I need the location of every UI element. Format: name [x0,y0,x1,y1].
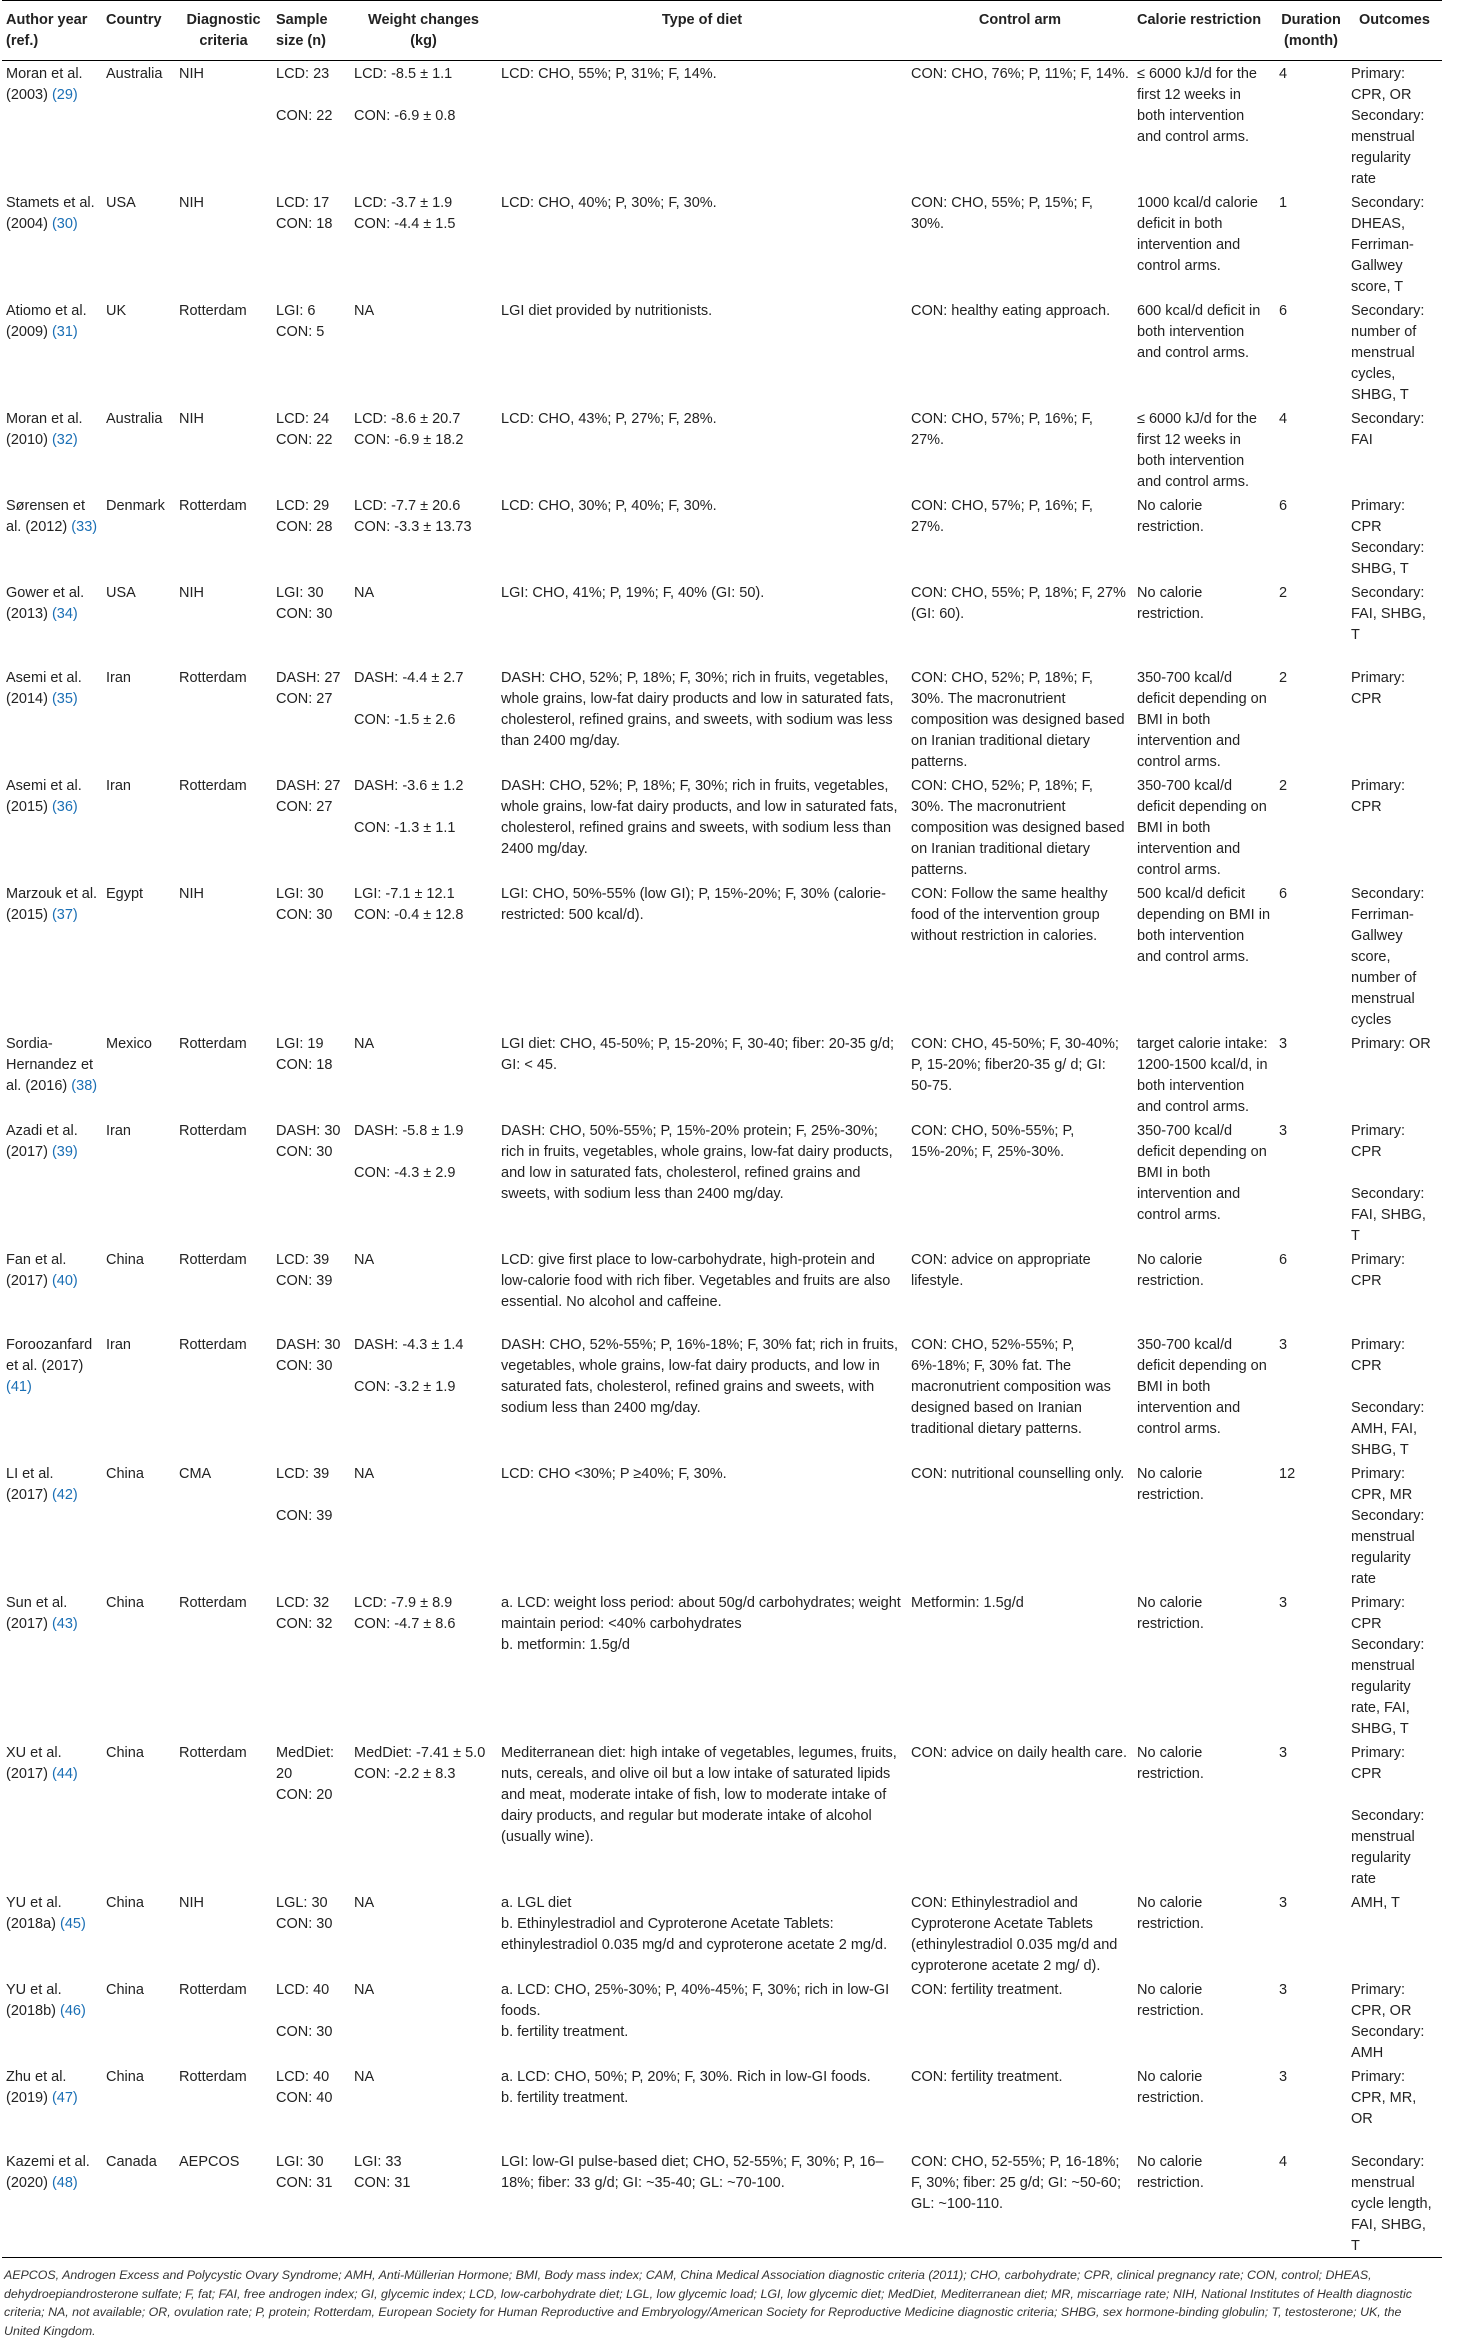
reference-link[interactable]: (37) [51,907,78,923]
table-row [2,2064,1442,2149]
author-text: Sun et al. (2017) [6,1595,68,1632]
cell-outcomes: Primary: CPR Secondary: menstrual regularity rate, FAI, SHBG, T [1351,1595,1425,1737]
cell-calorie: No calorie restriction. [1133,2149,1275,2258]
studies-table [2,0,1442,2258]
cell-duration: 3 [1279,1036,1288,1052]
cell-author [2,2064,102,2149]
cell-control: CON: CHO, 55%; P, 18%; F, 27% (GI: 60). [911,585,1126,622]
cell-control: Metformin: 1.5g/d [911,1595,1024,1611]
reference-link[interactable]: (45) [60,1916,86,1932]
cell-weight: LCD: -8.6 ± 20.7 CON: -6.9 ± 18.2 [354,411,464,448]
cell-sample: LGI: 6 CON: 5 [276,303,325,340]
table-row [2,580,1442,665]
cell-diet: DASH: CHO, 50%-55%; P, 15%-20% protein; F, 25%-30%; rich in fruits, vegetables, whole grains, low-fat dairy products, and low in saturated fats, cholesterol, refined grains and sweets, with sodium less than 2400 mg/day. [501,1123,893,1202]
cell-weight: LCD: -7.7 ± 20.6 CON: -3.3 ± 13.73 [354,498,472,535]
cell-author [2,190,102,298]
cell-sample: LGI: 30 CON: 31 [272,2149,350,2258]
cell-author [2,881,102,1031]
cell-country: Denmark [106,498,165,514]
author-text: XU et al. (2017) [6,1745,62,1782]
cell-control: CON: CHO, 52%; P, 18%; F, 30%. The macronutrient composition was designed based on Iranian traditional dietary patterns. [911,778,1125,878]
cell-country: Australia [106,411,163,427]
cell-criteria: Rotterdam [179,2069,247,2085]
reference-link[interactable]: (43) [51,1616,78,1632]
cell-author [2,1332,102,1461]
cell-weight: NA [354,1036,375,1052]
cell-control: CON: CHO, 52%-55%; P, 6%-18%; F, 30% fat. The macronutrient composition was designed based on Iranian traditional dietary patterns. [911,1337,1111,1437]
cell-outcomes: Primary: CPR [1351,670,1405,707]
cell-calorie: No calorie restriction. [1137,585,1204,622]
reference-link[interactable]: (46) [60,2003,86,2019]
cell-duration: 6 [1279,886,1288,902]
cell-diet: Mediterranean diet: high intake of vegetables, legumes, fruits, nuts, cereals, and olive oil but a low intake of saturated lipids and meat, moderate intake of fish, low to moderate intake of dairy products, and regular but moderate intake of alcohol (usually wine). [501,1745,897,1845]
cell-control: CON: CHO, 57%; P, 16%; F, 27%. [911,498,1093,535]
cell-diet: LCD: CHO <30%; P ≥40%; F, 30%. [501,1466,727,1482]
table-row [2,2149,1442,2258]
table-row [2,1740,1442,1890]
author-text: LI et al. (2017) [6,1466,54,1503]
cell-diet: DASH: CHO, 52%; P, 18%; F, 30%; rich in fruits, vegetables, whole grains, low-fat dairy products and low in saturated fats, cholesterol, refined grains, and sweets, with sodium was less than 2400 mg/day. [501,670,894,749]
cell-country: Iran [106,670,131,686]
cell-author [2,2149,102,2258]
author-text: YU et al. (2018b) [6,1982,62,2019]
table-row [2,1977,1442,2064]
cell-sample: DASH: 30 CON: 30 [276,1123,341,1160]
cell-calorie: 600 kcal/d deficit in both intervention and control arms. [1137,303,1261,361]
cell-control: CON: CHO, 52%; P, 18%; F, 30%. The macronutrient composition was designed based on Iranian traditional dietary patterns. [911,670,1125,770]
cell-duration: 6 [1279,498,1288,514]
cell-control: CON: fertility treatment. [911,1982,1063,1998]
cell-duration: 4 [1275,2149,1347,2258]
cell-sample: DASH: 30 CON: 30 [276,1337,341,1374]
cell-diet: LGI diet provided by nutritionists. [501,303,713,319]
reference-link[interactable]: (48) [51,2175,78,2191]
author-text: Sordia-Hernandez et al. (2016) [6,1036,94,1094]
cell-diet: a. LCD: weight loss period: about 50g/d carbohydrates; weight maintain period: <40% carbohydrates b. metformin: 1.5g/d [501,1595,901,1653]
cell-author [2,1740,102,1890]
reference-link[interactable]: (44) [51,1766,78,1782]
cell-control: CON: CHO, 50%-55%; P, 15%-20%; F, 25%-30%. [911,1123,1075,1160]
cell-criteria: NIH [179,886,204,902]
reference-link[interactable]: (41) [6,1379,32,1395]
cell-calorie: target calorie intake: 1200-1500 kcal/d, in both intervention and control arms. [1137,1036,1268,1115]
table-row [2,1590,1442,1740]
cell-calorie: 350-700 kcal/d deficit depending on BMI in both intervention and control arms. [1137,1337,1267,1437]
cell-duration: 1 [1279,195,1288,211]
table-row [2,665,1442,773]
cell-author [2,1247,102,1332]
cell-weight: NA [354,303,375,319]
cell-author [2,298,102,406]
cell-author [2,665,102,773]
cell-diet: LGI diet: CHO, 45-50%; P, 15-20%; F, 30-40; fiber: 20-35 g/d; GI: < 45. [501,1036,895,1073]
cell-duration: 6 [1279,303,1288,319]
author-text: Stamets et al. (2004) [6,195,95,232]
table-row [2,1332,1442,1461]
cell-criteria: Rotterdam [179,1337,247,1353]
cell-control: CON: CHO, 76%; P, 11%; F, 14%. [911,66,1129,82]
cell-outcomes: Primary: CPR, MR, OR [1351,2069,1417,2127]
cell-country: China [106,1252,144,1268]
reference-link[interactable]: (36) [51,799,78,815]
cell-diet: LCD: CHO, 30%; P, 40%; F, 30%. [501,498,717,514]
table-row [2,1031,1442,1118]
cell-duration: 2 [1279,670,1288,686]
reference-link[interactable]: (47) [51,2090,78,2106]
author-text: Moran et al. (2003) [6,66,83,103]
cell-outcomes: Secondary: FAI [1351,411,1425,448]
cell-criteria: Rotterdam [179,1595,247,1611]
cell-criteria: Rotterdam [179,303,247,319]
cell-diet: LGI: CHO, 41%; P, 19%; F, 40% (GI: 50). [501,585,765,601]
cell-calorie: No calorie restriction. [1137,1252,1204,1289]
cell-author [2,1118,102,1247]
cell-duration: 2 [1279,778,1288,794]
cell-country: China [106,1982,144,1998]
cell-diet: LCD: CHO, 55%; P, 31%; F, 14%. [501,66,717,82]
cell-diet: LCD: CHO, 40%; P, 30%; F, 30%. [501,195,717,211]
cell-diet: DASH: CHO, 52%; P, 18%; F, 30%; rich in fruits, vegetables, whole grains, low-fat dairy products, and low in saturated fats, cholesterol, refined grains and sweets, with sodium less than 2400 mg/day. [501,778,898,857]
cell-calorie: No calorie restriction. [1137,1745,1204,1782]
table-row [2,773,1442,881]
author-text: Asemi et al. (2015) [6,778,82,815]
reference-link[interactable]: (39) [51,1144,78,1160]
cell-country: China [106,1895,144,1911]
cell-criteria: Rotterdam [179,670,247,686]
cell-duration: 6 [1279,1252,1288,1268]
cell-criteria: NIH [179,195,204,211]
cell-duration: 3 [1279,1123,1288,1139]
cell-sample: MedDiet: 20 CON: 20 [276,1745,335,1803]
reference-link[interactable]: (35) [51,691,78,707]
cell-duration: 4 [1279,66,1288,82]
author-text: Asemi et al. (2014) [6,670,82,707]
header-sample: Sample size (n) [272,1,350,61]
cell-weight: LCD: -3.7 ± 1.9 CON: -4.4 ± 1.5 [354,195,456,232]
cell-author [2,1590,102,1740]
cell-outcomes: Primary: CPR Secondary: FAI, SHBG, T [1351,1123,1426,1244]
cell-sample: DASH: 27 CON: 27 [276,670,341,707]
cell-calorie: No calorie restriction. [1137,1982,1204,2019]
cell-control: CON: CHO, 55%; P, 15%; F, 30%. [911,195,1093,232]
cell-duration: 3 [1279,1895,1288,1911]
header-criteria: Diagnostic criteria [175,1,272,61]
table-row [2,1890,1442,1977]
cell-calorie: 1000 kcal/d calorie deficit in both intervention and control arms. [1137,195,1258,274]
cell-weight: LGI: 33 CON: 31 [350,2149,497,2258]
cell-outcomes: Primary: OR [1351,1036,1431,1052]
cell-calorie: 350-700 kcal/d deficit depending on BMI in both intervention and control arms. [1137,1123,1267,1223]
cell-diet: LGI: low-GI pulse-based diet; CHO, 52-55%; F, 30%; P, 16–18%; fiber: 33 g/d; GI: ~35-40; GL: ~70-100. [497,2149,907,2258]
cell-criteria: Rotterdam [179,498,247,514]
cell-weight: LGI: -7.1 ± 12.1 CON: -0.4 ± 12.8 [354,886,464,923]
cell-sample: LGI: 30 CON: 30 [276,886,333,923]
cell-control: CON: CHO, 45-50%; F, 30-40%; P, 15-20%; fiber20-35 g/ d; GI: 50-75. [911,1036,1119,1094]
cell-author [2,1031,102,1118]
cell-country: USA [106,195,136,211]
cell-diet: a. LGL diet b. Ethinylestradiol and Cyproterone Acetate Tablets: ethinylestradiol 0.035 mg/d and cyproterone acetate 2 mg/d. [501,1895,888,1953]
cell-criteria: CMA [179,1466,212,1482]
cell-outcomes: Primary: CPR [1351,1252,1405,1289]
cell-criteria: Rotterdam [179,1252,247,1268]
cell-sample: LCD: 40 CON: 40 [276,2069,333,2106]
table-row [2,1247,1442,1332]
cell-calorie: 350-700 kcal/d deficit depending on BMI in both intervention and control arms. [1137,778,1267,878]
cell-criteria: Rotterdam [179,1036,247,1052]
reference-link[interactable]: (33) [71,519,98,535]
cell-duration: 3 [1279,1745,1288,1761]
cell-outcomes: Primary: CPR, OR Secondary: menstrual regularity rate [1351,66,1425,187]
cell-country: Egypt [106,886,144,902]
cell-control: CON: fertility treatment. [911,2069,1063,2085]
cell-outcomes: Secondary: number of menstrual cycles, SHBG, T [1351,303,1425,403]
author-text: Marzouk et al. (2015) [6,886,98,923]
cell-weight: MedDiet: -7.41 ± 5.0 CON: -2.2 ± 8.3 [354,1745,486,1782]
reference-link[interactable]: (40) [51,1273,78,1289]
header-country: Country [102,1,175,61]
cell-country: Australia [106,66,163,82]
cell-country: China [106,1595,144,1611]
author-text: Kazemi et al. (2020) [6,2154,90,2191]
cell-duration: 12 [1279,1466,1296,1482]
cell-outcomes: Secondary: DHEAS, Ferriman-Gallwey score, T [1351,195,1425,295]
cell-weight: LCD: -7.9 ± 8.9 CON: -4.7 ± 8.6 [354,1595,456,1632]
reference-link[interactable]: (30) [51,216,78,232]
cell-country: China [106,1745,144,1761]
cell-outcomes: Primary: CPR, MR Secondary: menstrual regularity rate [1351,1466,1425,1587]
table-row [2,1118,1442,1247]
author-text: Azadi et al. (2017) [6,1123,78,1160]
cell-calorie: ≤ 6000 kJ/d for the first 12 weeks in both intervention and control arms. [1137,411,1258,490]
cell-outcomes: Primary: CPR Secondary: menstrual regularity rate [1351,1745,1425,1887]
cell-criteria: NIH [179,585,204,601]
cell-country: China [106,1466,144,1482]
cell-control: CON: nutritional counselling only. [911,1466,1125,1482]
cell-criteria: NIH [179,1895,204,1911]
cell-outcomes: Primary: CPR Secondary: AMH, FAI, SHBG, T [1351,1337,1425,1458]
cell-sample: DASH: 27 CON: 27 [276,778,341,815]
cell-country: Mexico [106,1036,152,1052]
cell-outcomes: Secondary: FAI, SHBG, T [1351,585,1426,643]
cell-diet: LGI: CHO, 50%-55% (low GI); P, 15%-20%; F, 30% (calorie-restricted: 500 kcal/d). [501,886,886,923]
cell-control: CON: healthy eating approach. [911,303,1111,319]
cell-author [2,61,102,191]
cell-author [2,1977,102,2064]
reference-link[interactable]: (32) [51,432,78,448]
table-row [2,881,1442,1031]
header-author: Author year (ref.) [2,1,102,61]
cell-country: Iran [106,778,131,794]
cell-country: UK [106,303,127,319]
cell-calorie: No calorie restriction. [1137,1466,1204,1503]
cell-duration: 3 [1279,1982,1288,1998]
cell-control: CON: CHO, 57%; P, 16%; F, 27%. [911,411,1093,448]
cell-weight: NA [354,1466,375,1482]
cell-control: CON: Ethinylestradiol and Cyproterone Acetate Tablets (ethinylestradiol 0.035 mg/d and cyproterone acetate 2 mg/ d). [911,1895,1118,1974]
cell-outcomes: AMH, T [1351,1895,1400,1911]
cell-calorie: 500 kcal/d deficit depending on BMI in both intervention and control arms. [1137,886,1271,965]
cell-sample: LCD: 32 CON: 32 [276,1595,333,1632]
table-row [2,190,1442,298]
cell-outcomes: Primary: CPR [1351,778,1405,815]
reference-link[interactable]: (29) [51,87,78,103]
cell-diet: a. LCD: CHO, 25%-30%; P, 40%-45%; F, 30%; rich in low-GI foods. b. fertility treatment. [501,1982,890,2040]
cell-country: China [106,2069,144,2085]
cell-weight: LCD: -8.5 ± 1.1 CON: -6.9 ± 0.8 [354,66,456,124]
cell-duration: 4 [1279,411,1288,427]
table-row [2,61,1442,191]
cell-country: Iran [106,1123,131,1139]
cell-weight: NA [354,1895,375,1911]
cell-author [2,773,102,881]
table-body [2,61,1442,2258]
author-text: Gower et al. (2013) [6,585,85,622]
reference-link[interactable]: (31) [51,324,78,340]
cell-control: CON: Follow the same healthy food of the intervention group without restriction in calories. [911,886,1108,944]
cell-diet: a. LCD: CHO, 50%; P, 20%; F, 30%. Rich in low-GI foods. b. fertility treatment. [501,2069,871,2106]
header-diet: Type of diet [497,1,907,61]
cell-author [2,1890,102,1977]
table-row [2,493,1442,580]
cell-diet: DASH: CHO, 52%-55%; P, 16%-18%; F, 30% fat; rich in fruits, vegetables, whole grains, low-fat dairy products, and low in saturated fats, cholesterol, refined grains and sweets, with sodium less than 2400 mg/day. [501,1337,899,1416]
header-control: Control arm [907,1,1133,61]
cell-calorie: ≤ 6000 kJ/d for the first 12 weeks in both intervention and control arms. [1137,66,1258,145]
author-text: YU et al. (2018a) [6,1895,62,1932]
table-footnote: AEPCOS, Androgen Excess and Polycystic Ovary Syndrome; AMH, Anti-Müllerian Hormone; BMI, Body mass index; CAM, China Medical Association diagnostic criteria (2011); CHO, carbohydrate; CPR, clinical pregnancy rate; CON, control; DHEAS, dehydroepiandrosterone sulfate; F, fat; FAI, free androgen index; GI, glycemic index; LCD, low-carbohydrate diet; LGL, low glycemic load; LGI, low glycemic diet; MedDiet, Mediterranean diet; MR, miscarriage rate; NIH, National Institutes of Health diagnostic criteria; NA, not available; OR, ovulation rate; P, protein; Rotterdam, European Society for Human Reproductive and Embryology/American Society for Reproductive Medicine diagnostic criteria; SHBG, sex hormone-binding globulin; T, testosterone; UK, the United Kingdom. [4,2268,1412,2338]
author-text: Foroozanfard et al. (2017) [6,1337,93,1374]
author-text: Atiomo et al. (2009) [6,303,87,340]
cell-outcomes: Secondary: Ferriman-Gallwey score, number of menstrual cycles [1351,886,1425,1028]
header-calorie: Calorie restriction [1133,1,1275,61]
cell-criteria: AEPCOS [175,2149,272,2258]
cell-sample: LGI: 30 CON: 30 [276,585,333,622]
cell-criteria: NIH [179,66,204,82]
cell-calorie: No calorie restriction. [1137,1895,1204,1932]
cell-criteria: Rotterdam [179,1123,247,1139]
cell-criteria: Rotterdam [179,1982,247,1998]
author-text: Sørensen et al. (2012) [6,498,85,535]
table-row [2,1461,1442,1590]
cell-outcomes: Secondary: menstrual cycle length, FAI, SHBG, T [1347,2149,1442,2258]
reference-link[interactable]: (42) [51,1487,78,1503]
cell-sample: LCD: 24 CON: 22 [276,411,333,448]
cell-weight: DASH: -4.4 ± 2.7 CON: -1.5 ± 2.6 [354,670,464,728]
cell-criteria: Rotterdam [179,1745,247,1761]
document-page [2,0,1442,2340]
cell-duration: 3 [1279,1337,1288,1353]
cell-control: CON: advice on appropriate lifestyle. [911,1252,1091,1289]
cell-control: CON: advice on daily health care. [911,1745,1127,1761]
cell-country: Iran [106,1337,131,1353]
header-weight: Weight changes (kg) [350,1,497,61]
cell-author [2,406,102,493]
author-text: Fan et al. (2017) [6,1252,67,1289]
cell-sample: LGL: 30 CON: 30 [276,1895,333,1932]
reference-link[interactable]: (38) [71,1078,98,1094]
cell-diet: LCD: give first place to low-carbohydrate, high-protein and low-calorie food with rich fiber. Vegetables and fruits are also essential. No alcohol and caffeine. [501,1252,891,1310]
cell-outcomes: Primary: CPR Secondary: SHBG, T [1351,498,1425,577]
cell-sample: LCD: 23 CON: 22 [276,66,333,124]
cell-duration: 3 [1279,1595,1288,1611]
cell-sample: LCD: 29 CON: 28 [276,498,333,535]
cell-sample: LCD: 39 CON: 39 [276,1466,333,1524]
cell-country: Canada [102,2149,175,2258]
author-text: Zhu et al. (2019) [6,2069,67,2106]
header-duration: Duration (month) [1275,1,1347,61]
cell-author [2,580,102,665]
cell-weight: NA [354,1252,375,1268]
cell-weight: NA [354,585,375,601]
cell-author [2,1461,102,1590]
cell-sample: LCD: 17 CON: 18 [276,195,333,232]
cell-sample: LGI: 19 CON: 18 [276,1036,333,1073]
cell-calorie: 350-700 kcal/d deficit depending on BMI in both intervention and control arms. [1137,670,1267,770]
cell-outcomes: Primary: CPR, OR Secondary: AMH [1351,1982,1425,2061]
cell-weight: DASH: -5.8 ± 1.9 CON: -4.3 ± 2.9 [354,1123,464,1181]
cell-sample: LCD: 39 CON: 39 [276,1252,333,1289]
author-text: Moran et al. (2010) [6,411,83,448]
cell-control: CON: CHO, 52-55%; P, 16-18%; F, 30%; fiber: 25 g/d; GI: ~50-60; GL: ~100-110. [907,2149,1133,2258]
cell-criteria: NIH [179,411,204,427]
cell-duration: 2 [1279,585,1288,601]
cell-criteria: Rotterdam [179,778,247,794]
table-row [2,406,1442,493]
table-row [2,298,1442,406]
cell-weight: DASH: -3.6 ± 1.2 CON: -1.3 ± 1.1 [354,778,464,836]
cell-country: USA [106,585,136,601]
table-header-row [2,1,1442,61]
cell-calorie: No calorie restriction. [1137,2069,1204,2106]
cell-sample: LCD: 40 CON: 30 [276,1982,333,2040]
reference-link[interactable]: (34) [51,606,78,622]
cell-duration: 3 [1279,2069,1288,2085]
cell-calorie: No calorie restriction. [1137,1595,1204,1632]
cell-weight: NA [354,1982,375,1998]
cell-diet: LCD: CHO, 43%; P, 27%; F, 28%. [501,411,717,427]
header-outcomes: Outcomes [1347,1,1442,61]
cell-weight: NA [354,2069,375,2085]
cell-author [2,493,102,580]
cell-weight: DASH: -4.3 ± 1.4 CON: -3.2 ± 1.9 [354,1337,464,1395]
cell-calorie: No calorie restriction. [1137,498,1204,535]
